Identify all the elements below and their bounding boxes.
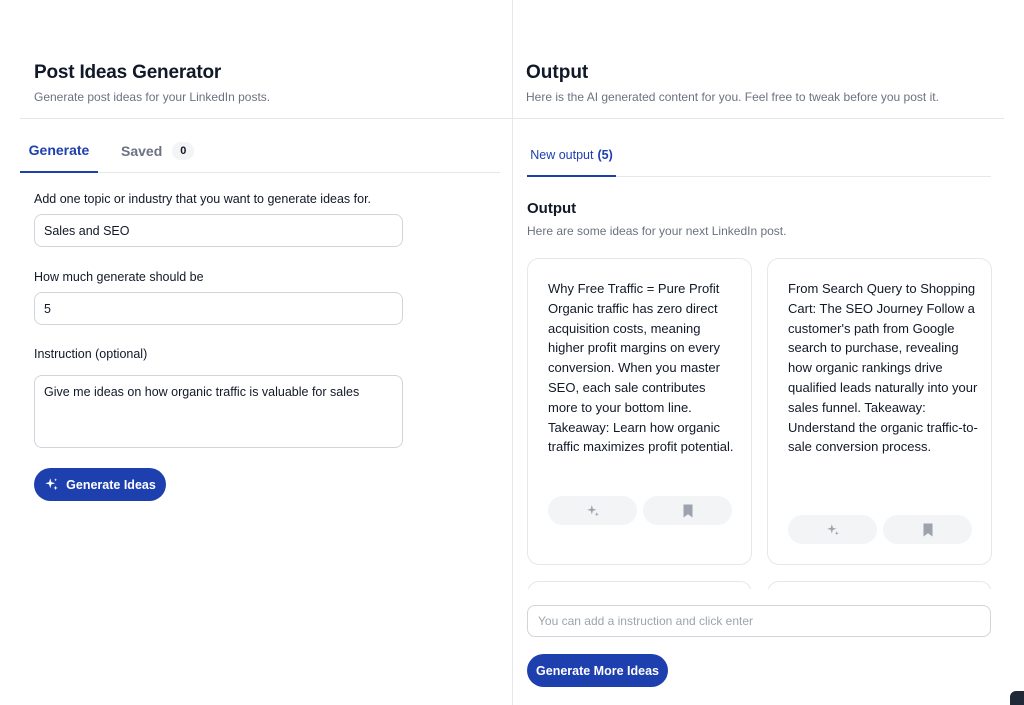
idea-card-partial [527,581,752,589]
generator-tabs [20,128,500,173]
tab-new-output-label: New output [530,148,594,162]
tab-generate[interactable] [20,128,98,173]
idea-card [767,258,992,565]
saved-count-badge: 0 [172,142,194,160]
generate-more-ideas-button[interactable] [527,654,668,687]
idea-card-partial [767,581,992,589]
sparkle-icon [586,504,600,518]
idea-card-text: From Search Query to Shopping Cart: The SEO Journey Follow a customer's path from Google search to purchase, revealing how organic rankings drive qualified leads naturally into your sales funnel. Takeaway: Understand the organic traffic-to-sale conversion process. [788,281,978,455]
generate-more-ideas-label: Generate More Ideas [536,663,659,678]
idea-card-actions [788,515,972,544]
generate-ideas-label: Generate Ideas [66,477,156,492]
count-input[interactable] [34,292,403,325]
topic-label: Add one topic or industry that you want to generate ideas for. [34,192,372,206]
sparkle-icon [826,523,840,537]
generate-ideas-button[interactable] [34,468,166,501]
page-subtitle: Generate post ideas for your LinkedIn posts. [34,90,271,104]
sparkle-icon [44,477,59,492]
generator-header [20,0,513,119]
tab-generate-label: Generate [28,141,90,158]
idea-card-actions [548,496,732,525]
tab-saved-label: Saved [121,142,163,159]
output-panel-subtitle: Here is the AI generated content for you. Feel free to tweak before you post it. [526,90,939,104]
output-tabs [527,135,991,177]
bookmark-icon [682,504,694,518]
topic-input[interactable] [34,214,403,247]
tab-new-output-count: (5) [597,148,613,162]
rewrite-button[interactable] [548,496,637,525]
idea-cards-list[interactable] [520,250,998,589]
rewrite-button[interactable] [788,515,877,544]
idea-card [527,258,752,565]
instruction-input[interactable] [527,605,991,637]
tab-saved[interactable] [121,128,194,173]
page-title: Post Ideas Generator [34,62,222,83]
output-header [513,0,1004,119]
bookmark-icon [922,523,934,537]
output-section-subtitle: Here are some ideas for your next LinkedIn post. [527,224,787,238]
save-idea-button[interactable] [883,515,972,544]
instruction-label: Instruction (optional) [34,347,148,361]
instruction-textarea[interactable] [34,375,403,448]
idea-card-text: Why Free Traffic = Pure Profit Organic traffic has zero direct acquisition costs, meaning higher profit margins on every conversion. When you master SEO, each sale contributes more to your bottom line. Takeaway: Learn how organic traffic maximizes profit potential. [548,281,734,455]
save-idea-button[interactable] [643,496,732,525]
output-section-title: Output [527,200,577,217]
count-label: How much generate should be [34,270,204,284]
corner-widget[interactable] [1010,691,1024,705]
tab-new-output[interactable] [527,135,616,177]
output-panel-title: Output [526,62,589,83]
